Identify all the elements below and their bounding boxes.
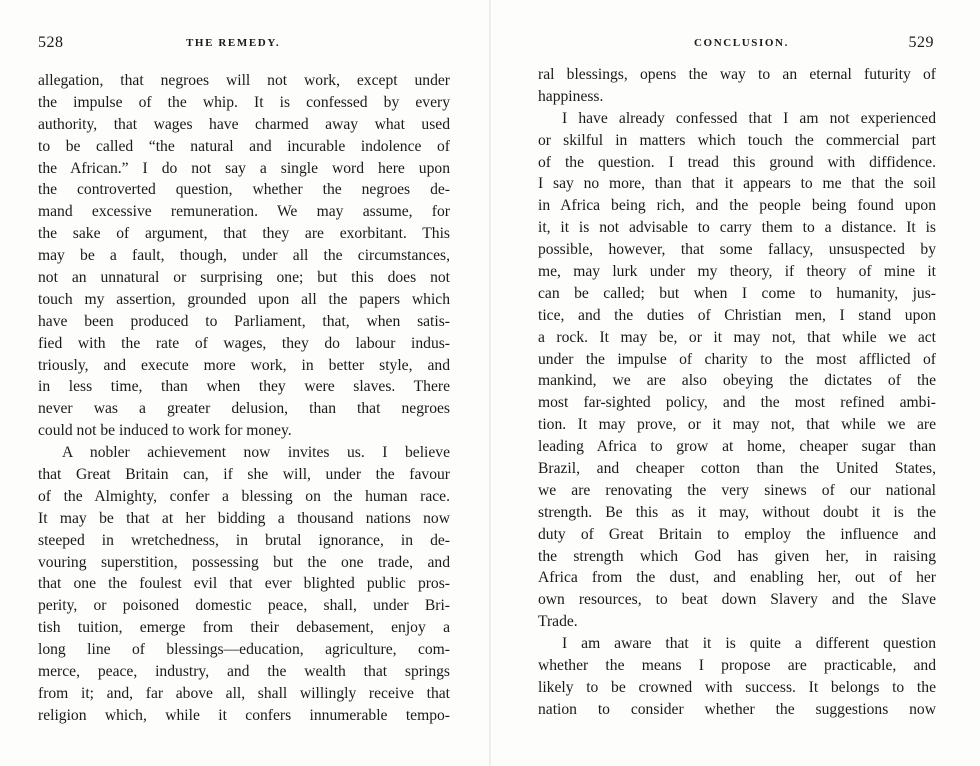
text-line: we are renovating the very sinews of our national xyxy=(538,481,936,499)
paragraph-start-line: I am aware that it is quite a different question xyxy=(562,635,936,653)
text-line: touch my assertion, grounded upon all the papers which xyxy=(38,290,450,308)
text-line: tion. It may prove, or it may not, that while we are xyxy=(538,416,936,434)
text-line: the sake of argument, that they are exorbitant. This xyxy=(38,225,450,243)
text-line: long line of blessings—education, agriculture, com- xyxy=(38,641,450,659)
text-line: never was a greater delusion, than that negroes xyxy=(38,400,450,418)
right-page-header xyxy=(534,34,934,56)
paragraph-start-line: A nobler achievement now invites us. I believe xyxy=(62,444,450,462)
text-line: from it; and, far above all, shall willingly receive that xyxy=(38,684,450,702)
text-line: leading Africa to grow at home, cheaper sugar than xyxy=(538,438,936,456)
text-line: the controverted question, whether the negroes de- xyxy=(38,181,450,199)
text-line: the strength which God has given her, in raising xyxy=(538,547,936,565)
left-page-number: 528 xyxy=(38,34,64,51)
paragraph-end-line: happiness. xyxy=(538,87,604,105)
paragraph-start-line: I have already confessed that I am not experienced xyxy=(562,109,936,127)
text-line: in less time, than when they were slaves. There xyxy=(38,378,450,396)
text-line: vouring superstition, possessing but the one trade, and xyxy=(38,553,450,571)
text-line: duty of Great Britain to employ the influence and xyxy=(538,525,936,543)
text-line: or skilful in matters which touch the commercial part xyxy=(538,131,936,149)
text-line: may be a fault, though, under all the circumstances, xyxy=(38,247,450,265)
text-line: authority, that wages have charmed away what used xyxy=(38,115,450,133)
text-line: I say no more, than that it appears to me that the soil xyxy=(538,175,936,193)
text-line: it, it is not advisable to carry them to a distance. It is xyxy=(538,219,936,237)
right-page-body xyxy=(538,64,936,721)
text-line: tish tuition, emerge from their debasement, enjoy a xyxy=(38,619,450,637)
text-line: can be called; but when I come to humanity, jus- xyxy=(538,284,936,302)
text-line: that one the foulest evil that ever blighted public pros- xyxy=(38,575,450,593)
right-page-number: 529 xyxy=(908,34,934,51)
left-running-title: THE REMEDY. xyxy=(186,37,281,49)
text-line: religion which, while it confers innumerable tempo- xyxy=(38,706,450,724)
text-line: triously, and execute more work, in better style, and xyxy=(38,356,450,374)
text-line: strength. Be this as it may, without doubt it is the xyxy=(538,503,936,521)
text-line: ral blessings, opens the way to an eternal futurity of xyxy=(538,66,936,83)
text-line: to be called “the natural and incurable indolence of xyxy=(38,137,450,155)
text-line: the impulse of the whip. It is confessed by every xyxy=(38,93,450,111)
text-line: me, may lurk under my theory, if theory of mine it xyxy=(538,263,936,281)
text-line: a rock. It may be, or it may not, that while we act xyxy=(538,328,936,346)
text-line: of the question. I tread this ground with diffidence. xyxy=(538,153,936,171)
text-line: whether the means I propose are practicable, and xyxy=(538,657,936,675)
text-line: have been produced to Parliament, that, when satis- xyxy=(38,312,450,330)
text-line: Africa from the dust, and enabling her, out of her xyxy=(538,569,936,587)
text-line: mankind, we are also obeying the dictates of the xyxy=(538,372,936,390)
text-line: that Great Britain can, if she will, under the favour xyxy=(38,466,450,484)
text-line: perity, or poisoned domestic peace, shall, under Bri- xyxy=(38,597,450,615)
left-page-header xyxy=(38,34,458,56)
text-line: mand excessive remuneration. We may assume, for xyxy=(38,203,450,221)
text-line: nation to consider whether the suggestions now xyxy=(538,700,936,718)
left-page-body xyxy=(38,70,450,727)
text-line: likely to be crowned with success. It belongs to the xyxy=(538,678,936,696)
text-line: It may be that at her bidding a thousand nations now xyxy=(38,509,450,527)
paragraph-end-line: Trade. xyxy=(538,613,578,631)
text-line: fied with the rate of wages, they do labour indus- xyxy=(38,334,450,352)
text-line: not an unnatural or surprising one; but this does not xyxy=(38,269,450,287)
right-page xyxy=(490,0,980,766)
text-line: most far-sighted policy, and the most refined ambi- xyxy=(538,394,936,412)
text-line: merce, peace, industry, and the wealth that springs xyxy=(38,663,450,681)
text-line: the African.” I do not say a single word here upon xyxy=(38,159,450,177)
right-running-title: CONCLUSION. xyxy=(694,37,789,49)
text-line: own resources, to beat down Slavery and the Slave xyxy=(538,591,936,609)
paragraph-end-line: could not be induced to work for money. xyxy=(38,422,292,440)
text-line: tice, and the duties of Christian men, I stand upon xyxy=(538,306,936,324)
text-line: steeped in wretchedness, in brutal ignorance, in de- xyxy=(38,531,450,549)
text-line: under the impulse of charity to the most afflicted of xyxy=(538,350,936,368)
text-line: of the Almighty, confer a blessing on the human race. xyxy=(38,487,450,505)
text-line: Brazil, and cheaper cotton than the United States, xyxy=(538,460,936,478)
text-line: in Africa being rich, and the people being found upon xyxy=(538,197,936,215)
text-line: possible, however, that some fallacy, unsuspected by xyxy=(538,241,936,259)
text-line: allegation, that negroes will not work, except under xyxy=(38,72,450,89)
